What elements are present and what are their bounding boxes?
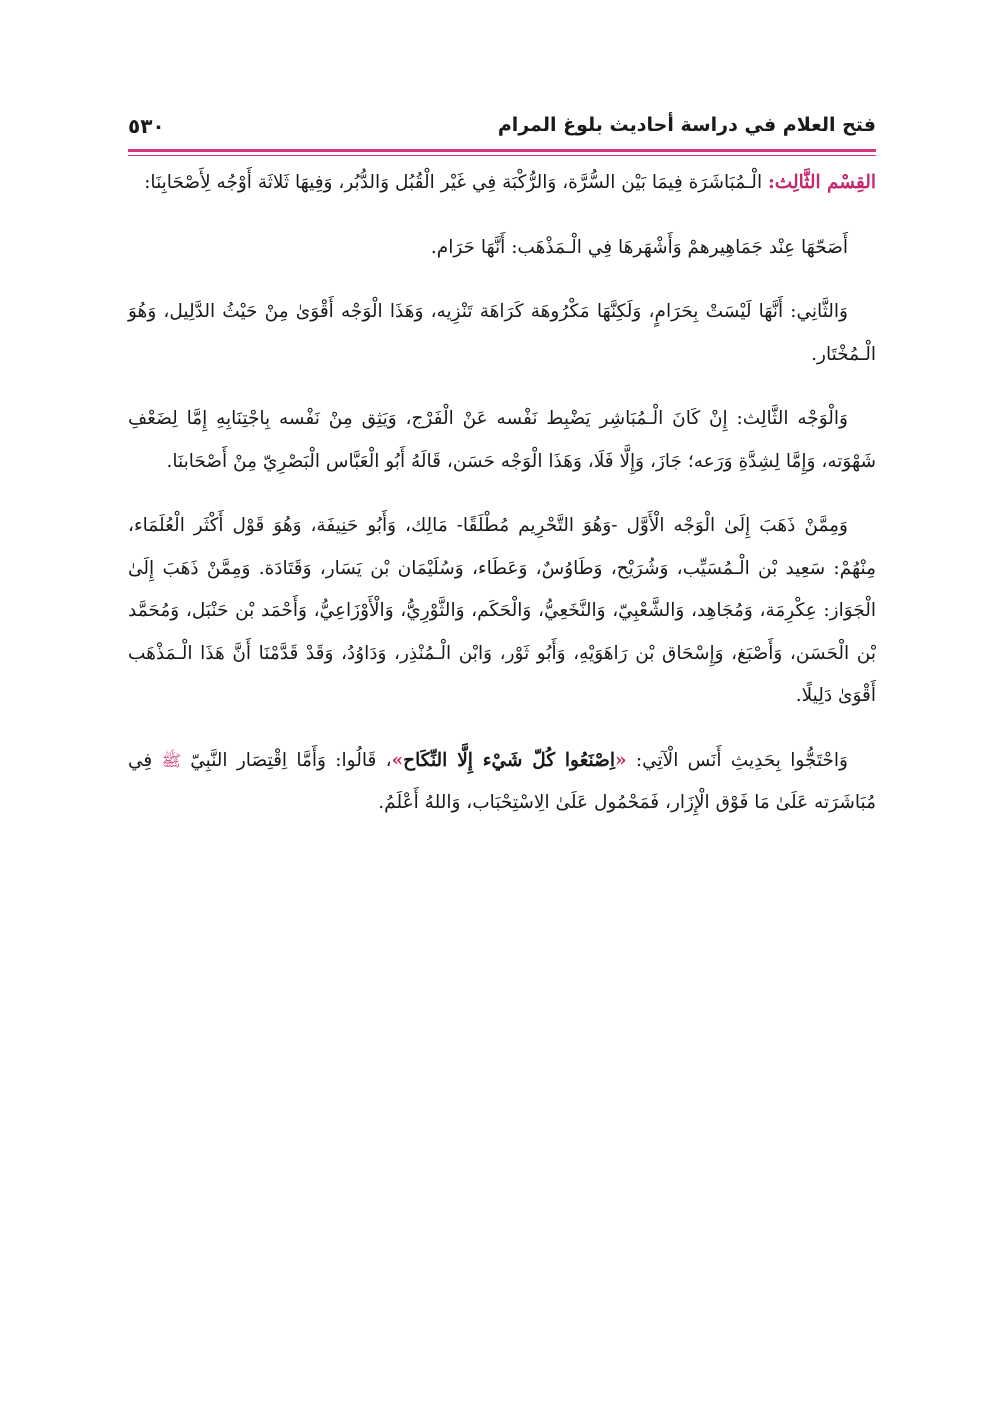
header-rule-thick <box>128 149 876 152</box>
paragraph-first-view: أَصَحّهَا عِنْد جَمَاهِيرهمْ وَأَشْهَرهَا فِي الْـمَذْهَب: أَنَّهَا حَرَام. <box>430 236 848 258</box>
paragraph-third-view: وَالْوَجْه الثَّالِث: إِنْ كَانَ الْـمُبَاشِر يَضْبِط نَفْسه عَنْ الْفَرْج، وَيَثِق مِنْ نَفْسه بِاجْتِنَابِهِ إِمَّا لِضَعْفِ شَهْوَته، وَإِمَّا لِشِدَّةِ وَرَعه؛ جَازَ، وَإِلَّا فَلَا، وَهَذَا الْوَجْه حَسَن، قَالَهُ أَبُو الْعَبَّاس الْبَصْرِيّ مِنْ أَصْحَابنَا. <box>128 408 876 472</box>
body-text <box>128 162 876 847</box>
paragraph-text: الْـمُبَاشَرَة فِيمَا بَيْن السُّرَّة، وَالرُّكْبَة فِي غَيْر الْقُبُل وَالدُّبُر، وَفِيهَا ثَلاثَة أَوْجُه لِأَصْحَابِنَا: <box>144 172 768 193</box>
paragraph-scholars: وَمِمَّنْ ذَهَبَ إِلَىٰ الْوَجْه الْأَوَّل -وَهُوَ التَّحْرِيم مُطْلَقًا- مَالِك، وَأَبُو حَنِيفَة، وَهُوَ قَوْل أَكْثَر الْعُلَمَاء، مِنْهُمْ: سَعِيد بْن الْـمُسَيِّب، وَشُرَيْح، وَطَاوُسٌ، وَعَطَاء، وَسُلَيْمَان بْن يَسَار، وَقَتَادَة. وَمِمَّنْ ذَهَبَ إِلَىٰ الْجَوَاز: عِكْرِمَة، وَمُجَاهِد، وَالشَّعْبِيّ، وَالنَّخَعِيُّ، وَالْحَكَم، وَالثَّوْرِيُّ، وَالْأَوْزَاعِيُّ، وَأَحْمَد بْن حَنْبَل، وَمُحَمَّد بْن الْحَسَن، وَأَصْبَغ، وَإِسْحَاق بْن رَاهَوَيْهِ، وَأَبُو ثَوْر، وَابْن الْـمُنْذِر، وَدَاوُدُ، وَقَدْ قَدَّمْنَا أَنَّ هَذَا الْـمَذْهَب أَقْوَىٰ دَلِيلًا. <box>128 515 876 706</box>
paragraph-text: ، قَالُوا: وَأَمَّا اِقْتِصَار النَّبِيّ <box>180 749 392 771</box>
section-label: القِسْم الثَّالِث: <box>767 172 876 193</box>
honorific-symbol: ﷺ <box>161 750 181 770</box>
paragraph-second-view: وَالثَّانِي: أَنَّهَا لَيْسَتْ بِحَرَامٍ، وَلَكِنَّهَا مَكْرُوهَة كَرَاهَة تَنْزِيه، وَهَذَا الْوَجْه أَقْوَىٰ مِنْ حَيْثُ الدَّلِيل، وَهُوَ الْـمُخْتَار. <box>128 301 876 365</box>
running-header <box>128 112 876 148</box>
page-number: ٥٣٠ <box>128 114 165 138</box>
header-rule-thin <box>128 155 876 156</box>
paragraph-section-three <box>128 162 876 205</box>
quote-close-mark: » <box>391 749 404 771</box>
quote-open-mark: « <box>614 749 627 771</box>
paragraph-hadith-evidence <box>128 740 876 825</box>
paragraph-text: فِي مُبَاشَرَته عَلَىٰ مَا فَوْق الْإِزَار، فَمَحْمُول عَلَىٰ الِاسْتِحْبَاب، وَاللهُ أَعْلَمُ. <box>128 749 876 813</box>
book-title: فتح العلام في دراسة أحاديث بلوغ المرام <box>497 114 876 136</box>
hadith-quote: اِصْنَعُوا كُلّ شَيْء إِلَّا النِّكَاح <box>403 749 615 771</box>
paragraph-text: وَاحْتَجُّوا بِحَدِيثِ أَنَس الْآتِي: <box>626 749 848 771</box>
